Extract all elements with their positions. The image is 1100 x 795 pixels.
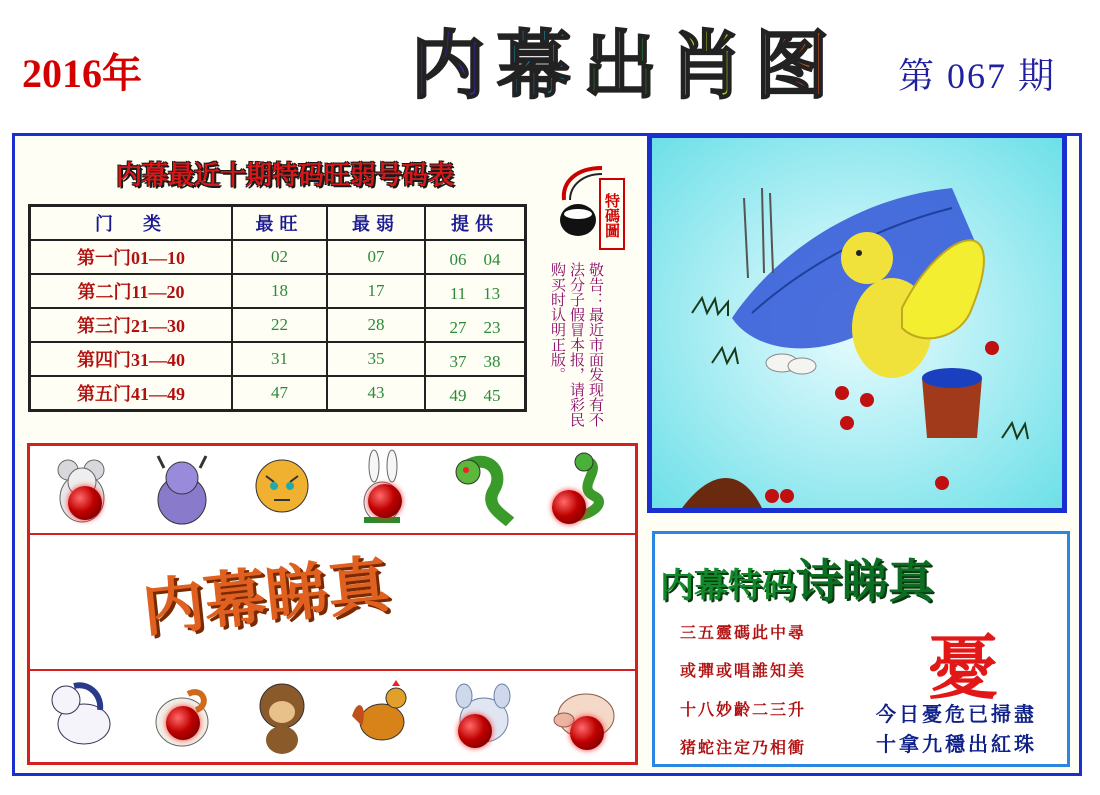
header-category: 门 类 bbox=[30, 206, 233, 241]
poem-line: 或彈或唱誰知美 bbox=[680, 661, 807, 680]
provide-cell: 06 04 bbox=[425, 240, 526, 274]
ox-icon bbox=[144, 450, 220, 530]
table-title: 内幕最近十期特码旺弱号码表 bbox=[116, 161, 455, 191]
cold-cell: 28 bbox=[327, 308, 425, 342]
door-cell: 第一门01—10 bbox=[30, 240, 233, 274]
header-cold: 最弱 bbox=[327, 206, 425, 241]
poem-title-small: 内幕特码 bbox=[660, 566, 796, 606]
issue-number: 第 067 期 bbox=[898, 56, 1057, 96]
hot-cold-table bbox=[28, 204, 527, 412]
cold-cell: 07 bbox=[327, 240, 425, 274]
pig-icon bbox=[544, 676, 620, 756]
table-row bbox=[30, 240, 526, 274]
rooster-icon bbox=[344, 676, 420, 756]
poem-hint-char: 憂 bbox=[928, 626, 998, 709]
door-cell: 第五门41—49 bbox=[30, 376, 233, 411]
title-char: 图 bbox=[755, 23, 829, 109]
table-row bbox=[30, 274, 526, 308]
table-row bbox=[30, 342, 526, 376]
stamp-seal: 特碼圖 bbox=[599, 178, 625, 250]
table-row bbox=[30, 376, 526, 411]
provide-cell: 11 13 bbox=[425, 274, 526, 308]
horse-icon bbox=[44, 676, 120, 756]
poem-line: 十八妙齡二三升 bbox=[680, 700, 807, 719]
notice-text: 敬告：最近市面发现有不法分子假冒本报，请彩民购买时认明正版。 bbox=[549, 262, 605, 427]
hot-cell: 22 bbox=[232, 308, 327, 342]
divider bbox=[30, 533, 636, 535]
poem-title-big: 诗睇真 bbox=[796, 554, 934, 608]
year-label: 2016年 bbox=[22, 51, 142, 96]
zodiac-phrase: 内幕睇真 bbox=[138, 547, 393, 646]
poem-closing-line: 十拿九穩出紅珠 bbox=[876, 732, 1037, 756]
provide-cell: 27 23 bbox=[425, 308, 526, 342]
title-char: 出 bbox=[583, 23, 657, 109]
dragon-icon bbox=[444, 450, 520, 530]
hot-cell: 47 bbox=[232, 376, 327, 411]
door-cell: 第四门31—40 bbox=[30, 342, 233, 376]
title-char: 内 bbox=[411, 23, 485, 109]
poem-line: 三五靈碼此中尋 bbox=[680, 623, 807, 642]
poem-title bbox=[660, 545, 934, 611]
zodiac-row-top bbox=[32, 450, 632, 530]
dog-icon bbox=[444, 676, 520, 756]
title-char: 肖 bbox=[669, 23, 743, 109]
poem-closing-line: 今日憂危已掃盡 bbox=[876, 702, 1037, 726]
provide-cell: 37 38 bbox=[425, 342, 526, 376]
title-char: 幕 bbox=[497, 23, 571, 109]
rat-icon bbox=[44, 450, 120, 530]
cold-cell: 43 bbox=[327, 376, 425, 411]
provide-cell: 49 45 bbox=[425, 376, 526, 411]
divider bbox=[30, 669, 636, 671]
hot-cell: 31 bbox=[232, 342, 327, 376]
hot-cell: 02 bbox=[232, 240, 327, 274]
cold-cell: 35 bbox=[327, 342, 425, 376]
snake-icon bbox=[544, 450, 620, 530]
header-provide: 提供 bbox=[425, 206, 526, 241]
table-header-row bbox=[30, 206, 526, 241]
monkey-icon bbox=[244, 676, 320, 756]
header-hot: 最旺 bbox=[232, 206, 327, 241]
poem-line: 猪蛇注定乃相衝 bbox=[680, 738, 807, 757]
rabbit-icon bbox=[344, 450, 420, 530]
zodiac-row-bottom bbox=[32, 676, 632, 756]
goat-icon bbox=[144, 676, 220, 756]
cold-cell: 17 bbox=[327, 274, 425, 308]
door-cell: 第三门21—30 bbox=[30, 308, 233, 342]
page-title bbox=[406, 24, 834, 108]
tiger-icon bbox=[244, 450, 320, 530]
hot-cell: 18 bbox=[232, 274, 327, 308]
table-row bbox=[30, 308, 526, 342]
squirrel-illustration bbox=[647, 133, 1067, 513]
door-cell: 第二门11—20 bbox=[30, 274, 233, 308]
